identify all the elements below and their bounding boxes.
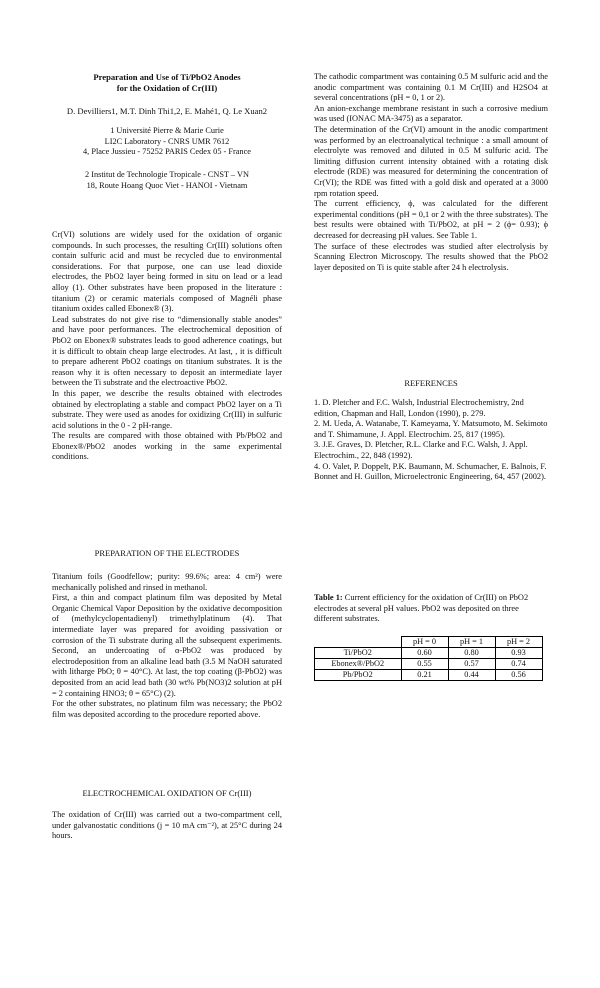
- affiliation-2-line-2: 18, Route Hoang Quoc Viet - HANOI - Vietnam: [86, 180, 248, 190]
- table-caption-label: Table 1:: [314, 593, 343, 602]
- reference-item: 3. J.E. Graves, D. Pletcher, R.L. Clarke and F.C. Walsh, J. Appl. Electrochim., 22, 848 (1992).: [314, 440, 528, 460]
- right-column-text: [314, 72, 548, 273]
- affiliation-1-line-3: 4, Place Jussieu - 75252 PARIS Cedex 05 - France: [83, 147, 251, 157]
- row-label: Ebonex®/PbO2: [315, 659, 402, 670]
- affiliation-1-line-2: LI2C Laboratory - CNRS UMR 7612: [104, 136, 230, 146]
- table-row: [315, 670, 543, 681]
- right-paragraph: The current efficiency, ϕ, was calculated for the different experimental conditions (pH = 0,1 or 2 with the three substrates). The best results were obtained with Ti/PbO2, at pH = 2 (ϕ= 0.93); ϕ decreased for decreasing pH values. See Table 1.: [314, 199, 548, 240]
- affiliation-2: [52, 170, 282, 191]
- references-heading-wrap: [314, 378, 548, 388]
- authors: D. Devilliers1, M.T. Dinh Thi1,2, E. Mahé1, Q. Le Xuan2: [66, 106, 268, 116]
- table-cell: 0.60: [401, 648, 448, 659]
- row-label: Pb/PbO2: [315, 670, 402, 681]
- ox-paragraph: The oxidation of Cr(III) was carried out a two-compartment cell, under galvanostatic conditions (j = 10 mA cm⁻²), at 25°C during 24 hours.: [52, 810, 282, 841]
- table-cell: 0.56: [495, 670, 542, 681]
- prep-paragraph: First, a thin and compact platinum film was deposited by Metal Organic Chemical Vapor Deposition by the oxidative decomposition of (methylcyclopentadienyl) trimethylplatinum (4). That intermediate layer was prepared for avoiding passivation or corrosion of the Ti substrate during all the subsequent experiments. Second, an undercoating of α-PbO2 was produced by electrodeposition from an alkaline lead bath (3.5 M NaOH saturated with litharge PbO; θ = 40°C). At last, the top coating (β-PbO2) was deposited from an acid lead bath (30 wt% Pb(NO3)2 solution at pH = 2 containing HNO3; θ = 65°C) (2).: [52, 593, 282, 698]
- table-cell: 0.21: [401, 670, 448, 681]
- right-paragraph: An anion-exchange membrane resistant in such a corrosive medium was used (IONAC MA-3475) as a separator.: [314, 103, 548, 124]
- paper-title: [52, 72, 282, 93]
- prep-heading-wrap: [52, 548, 282, 558]
- table-row: [315, 648, 543, 659]
- table-cell: 0.93: [495, 648, 542, 659]
- right-paragraph: The cathodic compartment was containing 0.5 M sulfuric acid and the anodic compartment was containing 0.1 M Cr(III) and H2SO4 at several concentrations (pH = 0, 1 or 2).: [314, 72, 548, 103]
- ox-heading-wrap: [52, 788, 282, 798]
- title-line-1: Preparation and Use of Ti/PbO2 Anodes: [93, 72, 241, 82]
- section-heading-oxidation: ELECTROCHEMICAL OXIDATION OF Cr(III): [82, 788, 252, 798]
- table-cell: 0.44: [448, 670, 495, 681]
- table-caption: [314, 593, 548, 625]
- table-corner: [315, 637, 402, 648]
- table-cell: 0.80: [448, 648, 495, 659]
- table-cell: 0.74: [495, 659, 542, 670]
- table-header: pH = 0: [401, 637, 448, 648]
- affiliation-1: [52, 126, 282, 158]
- table-row: [315, 659, 543, 670]
- reference-item: 1. D. Pletcher and F.C. Walsh, Industrial Electrochemistry, 2nd edition, Chapman and Hall, London (1990), p. 279.: [314, 398, 524, 418]
- references-list: [314, 398, 548, 483]
- references-heading: REFERENCES: [404, 378, 458, 388]
- reference-item: 2. M. Ueda, A. Watanabe, T. Kameyama, Y. Matsumoto, M. Sekimoto and T. Shimamune, J. Appl. Electrochim. 25, 817 (1995).: [314, 419, 548, 439]
- affiliation-1-line-1: 1 Université Pierre & Marie Curie: [110, 126, 224, 135]
- intro-paragraph: In this paper, we describe the results obtained with electrodes obtained by electroplating a stable and compact PbO2 layer on a Ti substrate. They were used as anodes for oxidizing Cr(III) in sulfuric acid solutions in the 0 - 2 pH-range.: [52, 388, 282, 430]
- prep-paragraph: For the other substrates, no platinum film was necessary; the PbO2 film was deposited according to the procedure reported above.: [52, 699, 282, 719]
- table-wrap: [314, 636, 543, 681]
- table-cell: 0.57: [448, 659, 495, 670]
- table-header: pH = 1: [448, 637, 495, 648]
- intro-section: [52, 230, 282, 463]
- intro-paragraph: Cr(VI) solutions are widely used for the oxidation of organic compounds. In such processes, the resulting Cr(III) solutions often contain sulfuric acid and must be recycled due to environmental considerations. For that purpose, one can use lead dioxide electrodes, the PbO2 layer being formed in situ on lead or a lead alloy (1). Other substrates have been proposed in the literature : titanium (2) or ceramic materials composed of Magnéli phase titanium oxides called Ebonex® (3).: [52, 230, 282, 314]
- title-line-2: for the Oxidation of Cr(III): [116, 82, 218, 93]
- intro-paragraph: Lead substrates do not give rise to “dimensionally stable anodes” and have poor performances. The electrochemical deposition of PbO2 on Ebonex® substrates leads to good adherence coatings, but it is difficult to obtain cheap large electrodes. At last, , it is difficult to prepare adherent PbO2 coatings on titanium substrates. It is the reason why it is often necessary to deposit an intermediate layer between the Ti substrate and the electroactive PbO2.: [52, 314, 282, 388]
- intro-paragraph: The results are compared with those obtained with Pb/PbO2 and Ebonex®/PbO2 anodes working in the same experimental conditions.: [52, 431, 282, 462]
- results-table: [314, 636, 543, 681]
- reference-item: 4. O. Valet, P. Doppelt, P.K. Baumann, M. Schumacher, E. Balnois, F. Bonnet and H. Guillon, Microelectronic Engineering, 64, 457 (2002).: [314, 461, 547, 482]
- ox-section: [52, 810, 282, 842]
- section-heading-prep: PREPARATION OF THE ELECTRODES: [94, 548, 240, 558]
- table-caption-text: Current efficiency for the oxidation of Cr(III) on PbO2 electrodes at several pH values. PbO2 was deposited on three different substrates.: [314, 593, 529, 624]
- right-paragraph: The determination of the Cr(VI) amount in the anodic compartment was performed by an electroanalytical technique : a small amount of electrolyte was removed and diluted in 0.5 M sulfuric acid. The limiting diffusion current intensity obtained with a rotating disk electrode (RDE) was measured for determining the concentration of Cr(VI); the RDE was fitted with a gold disk and operated at a 3000 rpm rotation speed.: [314, 124, 548, 198]
- table-cell: 0.55: [401, 659, 448, 670]
- table-header: pH = 2: [495, 637, 542, 648]
- prep-section: [52, 572, 282, 720]
- row-label: Ti/PbO2: [315, 648, 402, 659]
- prep-paragraph: Titanium foils (Goodfellow; purity: 99.6%; area: 4 cm²) were mechanically polished and rinsed in methanol.: [52, 572, 282, 592]
- right-paragraph: The surface of these electrodes was studied after electrolysis by Scanning Electron Microscopy. The results showed that the PbO2 layer deposited on Ti is quite stable after 24 h electrolysis.: [314, 241, 548, 272]
- affiliation-2-line-1: 2 Institut de Technologie Tropicale - CNST – VN: [85, 170, 249, 179]
